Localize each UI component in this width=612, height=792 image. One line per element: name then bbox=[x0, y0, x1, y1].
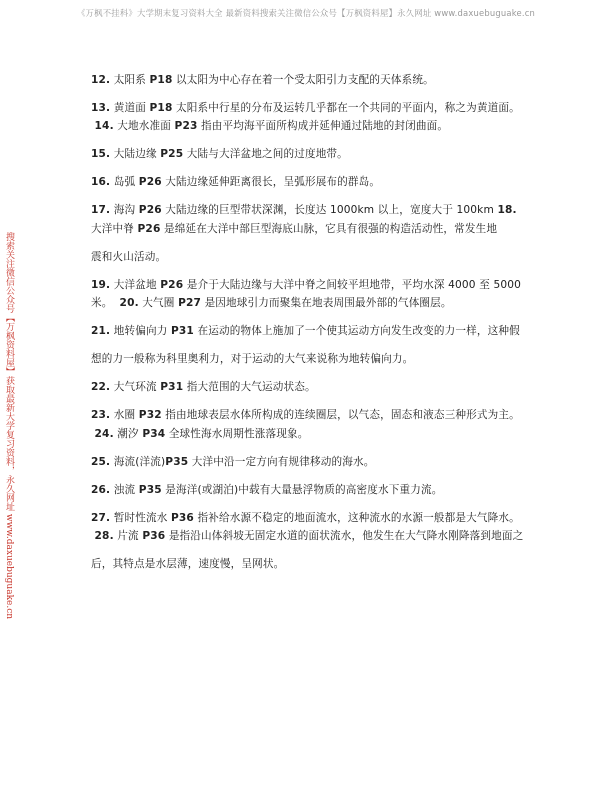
term: 水圈 bbox=[113, 409, 136, 422]
document-body bbox=[91, 71, 526, 583]
item-number: 22. bbox=[91, 381, 111, 394]
definition-item bbox=[91, 406, 526, 443]
page-ref: P26 bbox=[137, 222, 161, 235]
definition-item bbox=[91, 481, 526, 499]
item-number: 19. bbox=[91, 278, 111, 291]
page-ref: P18 bbox=[149, 74, 173, 86]
item-number: 13. bbox=[91, 102, 111, 114]
term: 大陆边缘 bbox=[113, 148, 157, 161]
definition-item bbox=[91, 453, 526, 471]
item-number: 16. bbox=[91, 176, 111, 189]
term: 潮汐 bbox=[117, 427, 139, 440]
definition-text: 太阳系中行星的分布及运转几乎都在一个共同的平面内，称之为黄道面。 bbox=[176, 102, 520, 114]
term: 地转偏向力 bbox=[113, 325, 168, 338]
page-ref: P32 bbox=[138, 409, 162, 422]
page-ref: P36 bbox=[171, 511, 194, 524]
page-ref: P36 bbox=[142, 530, 166, 543]
item-number: 24. bbox=[94, 427, 114, 440]
page-ref: P26 bbox=[138, 204, 162, 217]
page-ref: P31 bbox=[160, 381, 184, 394]
item-number: 28. bbox=[94, 530, 114, 543]
definition-item bbox=[91, 201, 526, 238]
definition-text: 大陆边缘延伸距离很长，呈弧形展布的群岛。 bbox=[165, 176, 381, 189]
page-ref: P35 bbox=[138, 483, 162, 496]
definition-text: 大陆边缘的巨型带状深渊，长度达 1000km 以上，宽度大于 100km bbox=[165, 204, 494, 217]
term: 海流(洋流) bbox=[113, 455, 166, 468]
definition-text: 指由平均海平面所构成并延伸通过陆地的封闭曲面。 bbox=[201, 120, 449, 133]
definition-item bbox=[91, 99, 526, 136]
definition-item bbox=[91, 509, 526, 546]
term: 大洋中脊 bbox=[91, 222, 134, 235]
definition-text: 震和火山活动。 bbox=[91, 250, 167, 263]
page-ref: P26 bbox=[160, 278, 184, 291]
term: 大地水准面 bbox=[117, 120, 171, 133]
definition-text: 大洋中沿一定方向有规律移动的海水。 bbox=[191, 455, 375, 468]
item-number: 14. bbox=[94, 120, 114, 133]
term: 太阳系 bbox=[113, 74, 146, 86]
term: 大气环流 bbox=[113, 381, 157, 394]
definition-text: 指大范围的大气运动状态。 bbox=[186, 381, 316, 394]
definition-text: 是海洋(或湖泊)中载有大量悬浮物质的高密度水下重力流。 bbox=[165, 483, 443, 496]
definition-text: 指由地球表层水体所构成的连续圈层，以气态，固态和液态三种形式为主。 bbox=[165, 409, 520, 422]
continuation-text bbox=[91, 248, 526, 266]
item-number: 18. bbox=[497, 204, 517, 217]
definition-item bbox=[91, 173, 526, 191]
item-number: 15. bbox=[91, 148, 111, 161]
term: 大洋盆地 bbox=[113, 278, 157, 291]
page-ref: P26 bbox=[138, 176, 162, 189]
term: 片流 bbox=[117, 530, 139, 543]
term: 黄道面 bbox=[113, 102, 146, 114]
page-ref: P35 bbox=[165, 455, 189, 468]
term: 大气圈 bbox=[142, 297, 175, 310]
page-ref: P25 bbox=[160, 148, 184, 161]
item-number: 12. bbox=[91, 74, 111, 86]
page-ref: P23 bbox=[174, 120, 198, 133]
sidebar-watermark: 搜索关注微信公众号【万枫资料屋】获取最新大学复习资料，永久网址 www.daxuebuguake.cn bbox=[4, 232, 14, 620]
term: 浊流 bbox=[113, 483, 136, 496]
item-number: 17. bbox=[91, 204, 111, 217]
definition-text: 以太阳为中心存在着一个受太阳引力支配的天体系统。 bbox=[176, 74, 434, 86]
item-number: 23. bbox=[91, 409, 111, 422]
item-number: 25. bbox=[91, 455, 111, 468]
definition-text: 后，其特点是水层薄，速度慢，呈网状。 bbox=[91, 558, 285, 571]
page-ref: P27 bbox=[178, 297, 202, 310]
item-number: 26. bbox=[91, 483, 111, 496]
page-header-watermark: 《万枫不挂科》大学期末复习资料大全 最新资料搜索关注微信公众号【万枫资料屋】永久网址 www.daxuebuguake.cn bbox=[76, 8, 536, 18]
definition-item bbox=[91, 322, 526, 340]
term: 海沟 bbox=[113, 204, 136, 217]
definition-text: 大陆与大洋盆地之间的过度地带。 bbox=[186, 148, 348, 161]
definition-item bbox=[91, 71, 526, 89]
definition-text: 想的力一般称为科里奥利力，对于运动的大气来说称为地转偏向力。 bbox=[91, 353, 414, 366]
definition-text: 是介于大陆边缘与大洋中脊之间较平坦地带，平均水深 4000 至 5000 米。 bbox=[91, 278, 522, 310]
continuation-text bbox=[91, 555, 526, 573]
definition-text: 是因地球引力而聚集在地表周围最外部的气体圈层。 bbox=[204, 297, 452, 310]
item-number: 21. bbox=[91, 325, 111, 338]
item-number: 27. bbox=[91, 511, 111, 524]
item-number: 20. bbox=[119, 297, 139, 310]
definition-item bbox=[91, 276, 526, 313]
definition-text: 是指沿山体斜坡无固定水道的面状流水，他发生在大气降水刚降落到地面之 bbox=[168, 530, 524, 543]
page-ref: P18 bbox=[149, 102, 173, 114]
continuation-text bbox=[91, 350, 526, 368]
definition-text: 在运动的物体上施加了一个使其运动方向发生改变的力一样，这种假 bbox=[197, 325, 520, 338]
term: 暂时性流水 bbox=[113, 511, 168, 524]
page-ref: P31 bbox=[171, 325, 194, 338]
definition-text: 是绵延在大洋中部巨型海底山脉，它具有很强的构造活动性，常发生地 bbox=[164, 222, 498, 235]
definition-item bbox=[91, 145, 526, 163]
definition-text: 指补给水源不稳定的地面流水，这种流水的水源一般都是大气降水。 bbox=[197, 511, 520, 524]
definition-text: 全球性海水周期性涨落现象。 bbox=[168, 427, 309, 440]
definition-item bbox=[91, 378, 526, 396]
page-ref: P34 bbox=[142, 427, 166, 440]
term: 岛弧 bbox=[113, 176, 136, 189]
